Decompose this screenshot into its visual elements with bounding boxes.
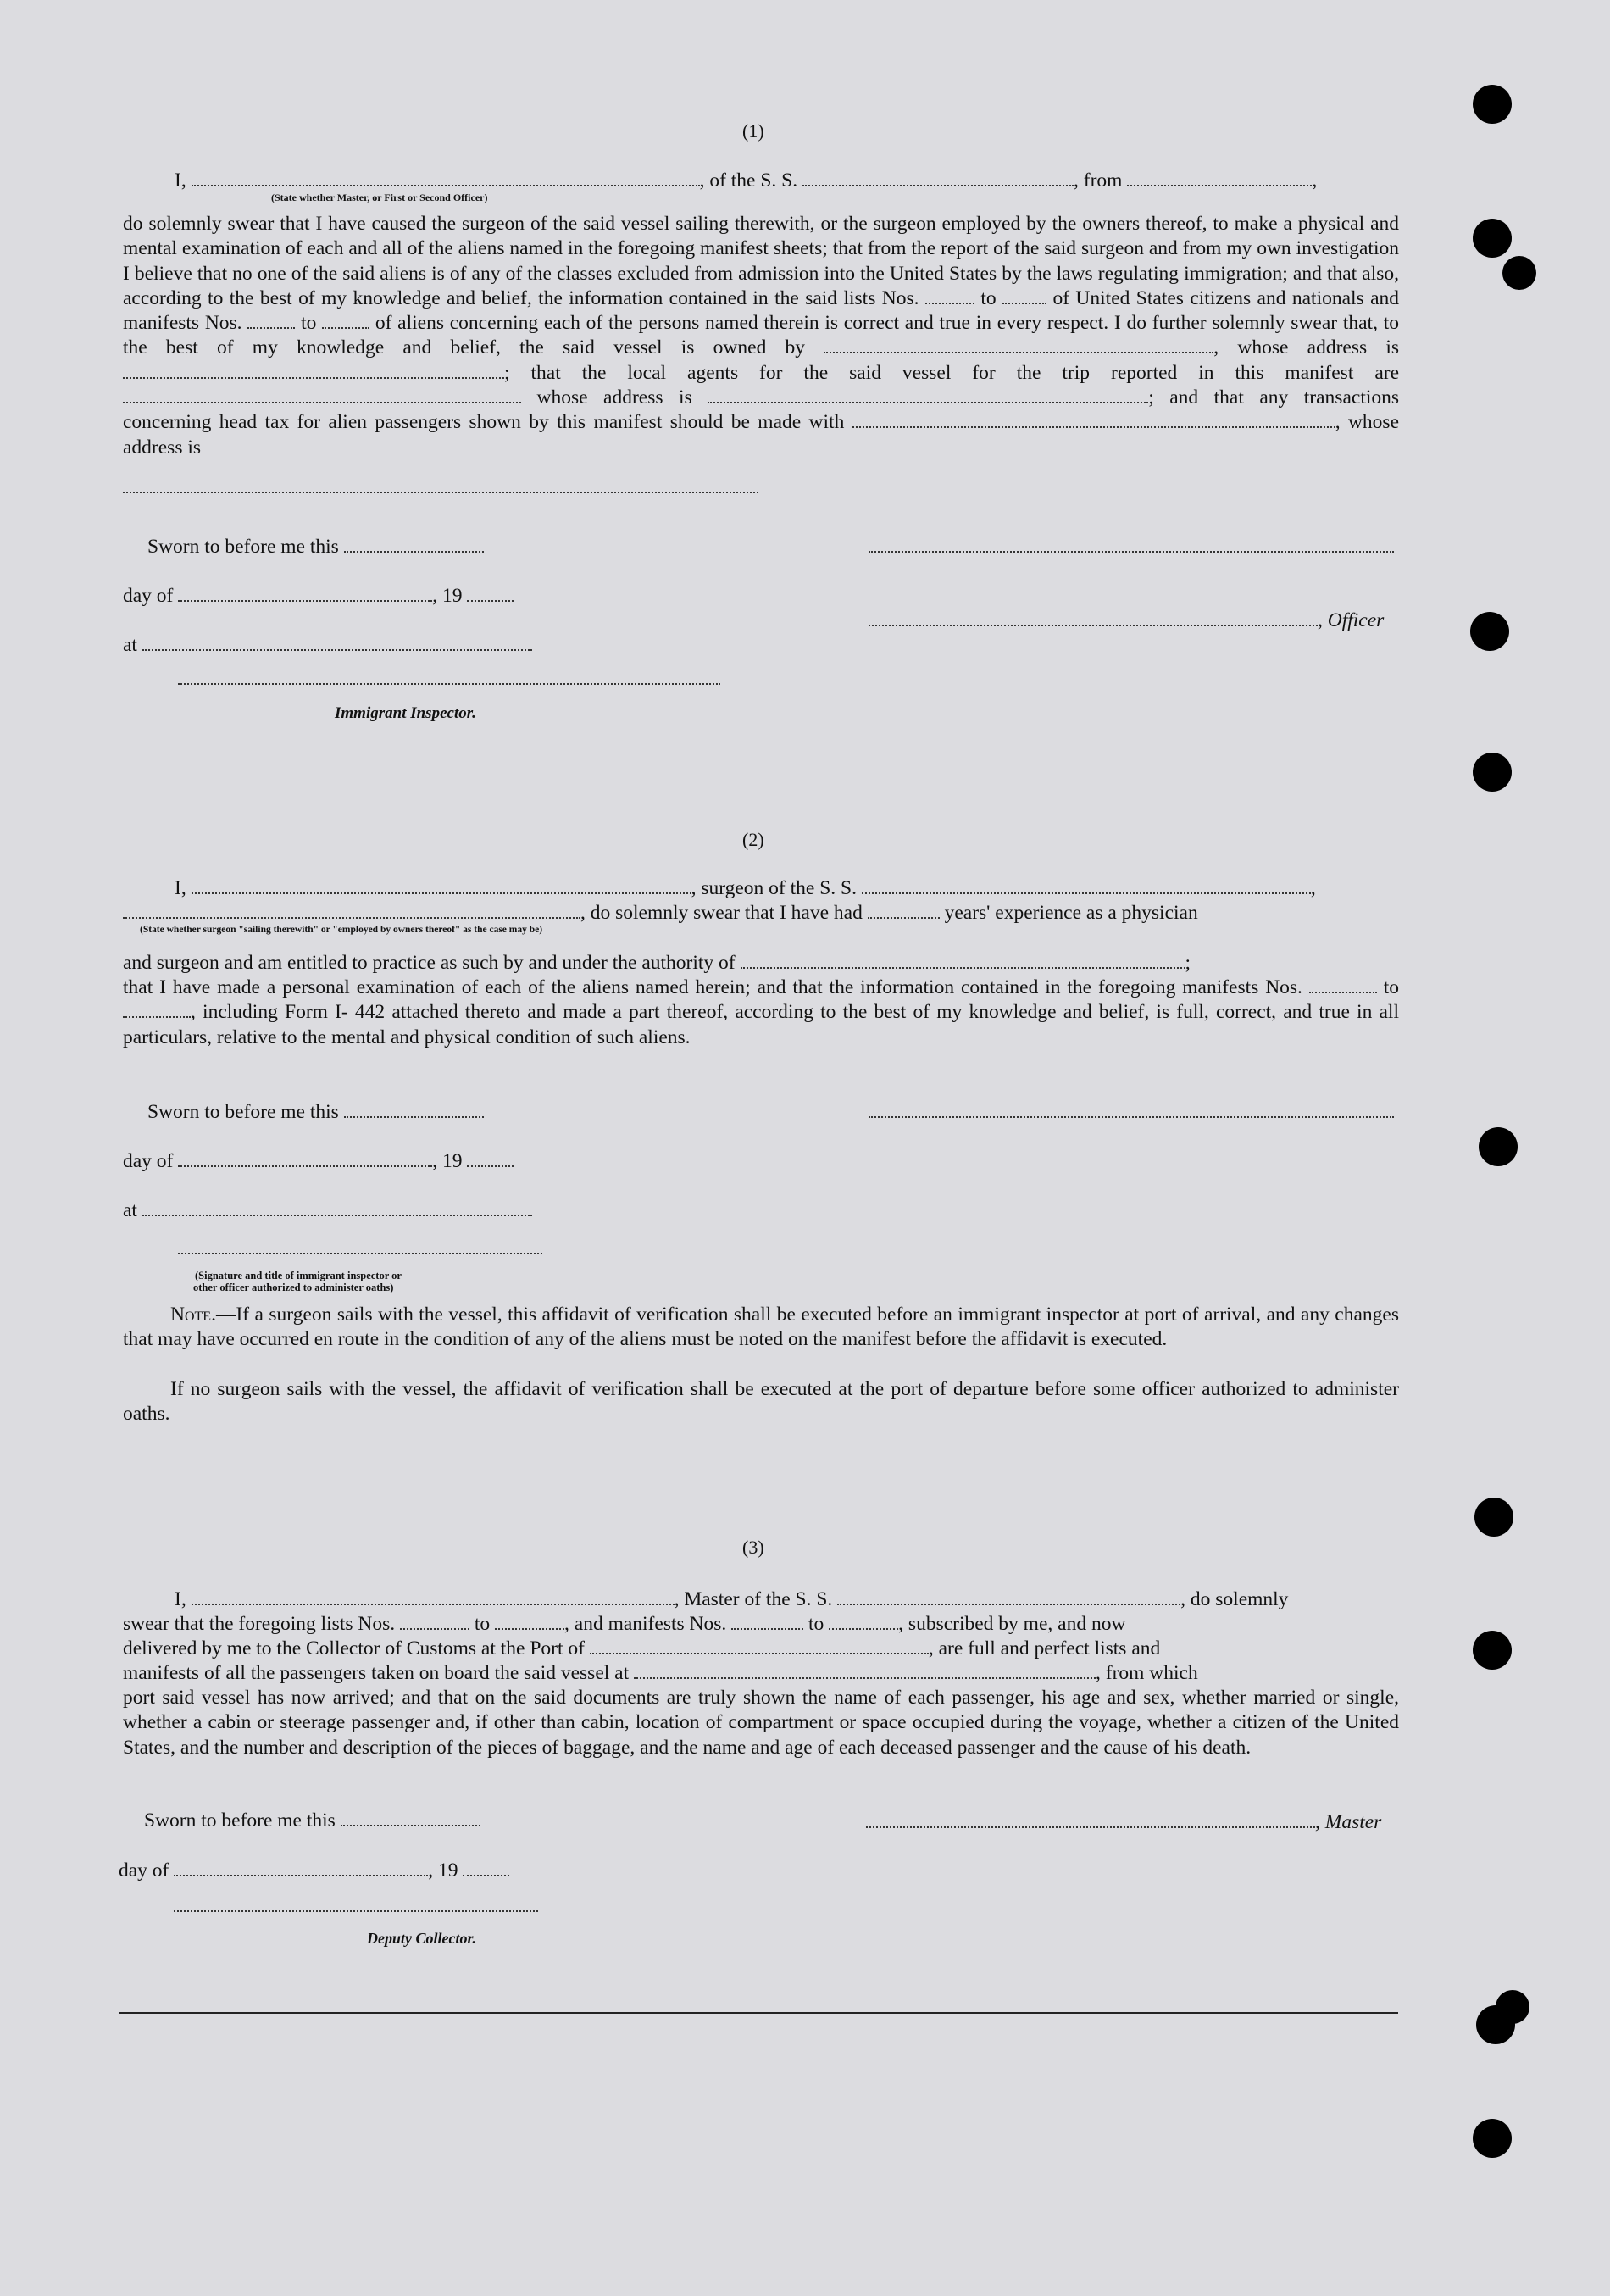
inspector-signature-line	[178, 1253, 542, 1254]
officer-line	[869, 609, 1384, 633]
surgeon-signature-line	[869, 1116, 1394, 1118]
officer-hint: (State whether Master, or First or Second Officer)	[271, 192, 488, 203]
punch-hole	[1473, 2119, 1512, 2158]
deputy-label: Deputy Collector.	[367, 1930, 476, 1947]
text-comma: ,	[1310, 877, 1316, 899]
text-manifests-all: manifests of all the passengers taken on board the said vessel at	[123, 1662, 630, 1684]
text-day-of: day of	[119, 1860, 169, 1882]
text-at: at	[123, 1199, 137, 1221]
text-year: , 19	[432, 1150, 463, 1172]
section-1-body	[123, 212, 1399, 460]
section-3-oath-line	[175, 1587, 1288, 1612]
sworn-line	[147, 535, 484, 559]
text-sworn: Sworn to before me this	[147, 536, 339, 558]
text-to: to	[1383, 976, 1399, 998]
punch-hole	[1474, 1498, 1513, 1537]
text-authority: and surgeon and am entitled to practice as such by and under the authority of	[123, 952, 736, 974]
section-2-body-text-2: , including Form I- 442 attached thereto and made a part thereof, according to the best of my knowledge and belief, is full, correct, and true in all particulars, relative to the mental and physical condition of such aliens.	[123, 1001, 1399, 1048]
text-surgeon-of-ss: , surgeon of the S. S.	[691, 877, 857, 899]
text-officer: , Officer	[1318, 609, 1385, 631]
text-whose-address: , whose address is	[1213, 336, 1400, 359]
text-to: to	[980, 286, 997, 309]
text-from: , from	[1074, 170, 1123, 192]
note-paragraph-2	[123, 1377, 1399, 1427]
surgeon-hint: (State whether surgeon "sailing therewith" or "employed by owners thereof" as the case may be)	[140, 925, 543, 935]
punch-hole	[1473, 85, 1512, 124]
text-to: to	[474, 1613, 491, 1635]
address-line	[123, 492, 758, 493]
text-master-of-ss: , Master of the S. S.	[674, 1588, 833, 1610]
text-day-of: day of	[123, 585, 174, 607]
section-1-oath-line	[175, 169, 1317, 193]
text-from-which: , from which	[1096, 1662, 1198, 1684]
sworn-line	[147, 1100, 484, 1125]
sworn-line	[144, 1809, 480, 1833]
text-sworn: Sworn to before me this	[144, 1810, 336, 1832]
text-master: , Master	[1315, 1811, 1382, 1833]
section-2-oath-line	[175, 876, 1316, 901]
day-of-line	[123, 584, 514, 609]
authority-line	[123, 951, 1191, 976]
section-3-number: (3)	[742, 1537, 764, 1558]
text-i: I,	[175, 170, 186, 192]
text-of-ss: , of the S. S.	[699, 170, 798, 192]
note-label: Note.	[170, 1304, 216, 1326]
text-sworn: Sworn to before me this	[147, 1101, 339, 1123]
text-and-manifests: , and manifests Nos.	[564, 1613, 727, 1635]
punch-hole	[1473, 1631, 1512, 1670]
note-text-2: If no surgeon sails with the vessel, the affidavit of verification shall be executed at the port of departure before some officer authorized to administer oaths.	[123, 1378, 1399, 1426]
punch-hole	[1473, 219, 1512, 258]
text-year: , 19	[432, 585, 463, 607]
day-of-line	[123, 1149, 514, 1174]
section-1-number: (1)	[742, 120, 764, 142]
note-paragraph	[123, 1303, 1399, 1353]
punch-hole	[1473, 753, 1512, 792]
section-1-body-text: do solemnly swear that I have caused the surgeon of the said vessel sailing therewith, or the surgeon employed by the owners thereof, to make a physical and mental examination of each and all of the aliens named in the foregoing manifest sheets; that from the report of the said surgeon and from my own investigation I believe that no one of the said aliens is of any of the classes excluded from admission into the United States by the laws regulating immigration; and that also, according to the best of my knowledge and belief, the information contained in the said lists Nos.	[123, 213, 1399, 309]
punch-hole	[1496, 1990, 1530, 2024]
text-do-solemnly: , do solemnly swear that I have had	[580, 902, 863, 924]
text-to: to	[301, 312, 317, 335]
at-line	[123, 633, 532, 658]
boarded-at-line	[123, 1661, 1198, 1686]
signature-hint-2: other officer authorized to administer oaths)	[193, 1281, 394, 1293]
lists-line	[123, 1612, 1125, 1637]
text-semicolon: ;	[1185, 952, 1191, 974]
signature-hint-1: (Signature and title of immigrant inspector or	[195, 1270, 402, 1281]
text-local-agents: that the local agents for the said vessel for the trip reported in this manifest are	[530, 361, 1400, 384]
text-at: at	[123, 634, 137, 656]
punch-hole	[1502, 256, 1536, 290]
section-2-number: (2)	[742, 829, 764, 850]
section-3-body-text: port said vessel has now arrived; and that on the said documents are truly shown the name of each passenger, his age and sex, whether married or single, whether a cabin or steerage passenger and, if other than cabin, location of compartment or space occupied during the voyage, whether a citizen of the United States, and the number and description of the pieces of baggage, and the name and age of each deceased passenger and the cause of his death.	[123, 1687, 1399, 1759]
text-i: I,	[175, 877, 186, 899]
day-of-line	[119, 1859, 509, 1883]
text-to: to	[808, 1613, 824, 1635]
officer-signature-line	[869, 551, 1394, 553]
text-us-citizens: of United States citizens and nationals and manifests Nos.	[123, 286, 1400, 335]
text-whose-address: , whose address is	[123, 411, 1400, 459]
inspector-signature-line	[178, 683, 720, 685]
text-i: I,	[175, 1588, 186, 1610]
inspector-label: Immigrant Inspector.	[335, 704, 476, 722]
text-day-of: day of	[123, 1150, 174, 1172]
text-subscribed: , subscribed by me, and now	[898, 1613, 1126, 1635]
section-2-experience-line	[123, 901, 1198, 926]
text-of-aliens: of aliens concerning each of the persons named therein is correct and true in every respect. I do further solemnly swear that, to the best of my knowledge and belief, the said vessel is owned by	[123, 312, 1399, 359]
text-full-perfect: , are full and perfect lists and	[928, 1637, 1161, 1659]
punch-hole	[1479, 1127, 1518, 1166]
text-head-tax: ; and that any transactions concerning head tax for alien passengers shown by this manifest should be made with	[123, 386, 1400, 434]
text-years: years' experience as a physician	[944, 902, 1198, 924]
deputy-signature-line	[174, 1910, 538, 1912]
text-year: , 19	[428, 1860, 458, 1882]
text-semicolon: ;	[504, 361, 510, 384]
at-line	[123, 1198, 532, 1223]
section-2-body-text: that I have made a personal examination of each of the aliens named herein; and that the information contained in the foregoing manifests Nos.	[123, 976, 1302, 998]
text-comma: ,	[1312, 170, 1318, 192]
master-line	[866, 1810, 1381, 1835]
text-do-solemnly: , do solemnly	[1180, 1588, 1289, 1610]
section-3-body	[123, 1686, 1399, 1760]
punch-hole	[1470, 612, 1509, 651]
section-2-body	[123, 976, 1399, 1050]
note-text: —If a surgeon sails with the vessel, this affidavit of verification shall be executed before an immigrant inspector at port of arrival, and any changes that may have occurred en route in the condition of any of the aliens must be noted on the manifest before the affidavit is executed.	[123, 1304, 1399, 1351]
port-line	[123, 1637, 1160, 1661]
text-delivered: delivered by me to the Collector of Customs at the Port of	[123, 1637, 585, 1659]
text-swear-lists: swear that the foregoing lists Nos.	[123, 1613, 396, 1635]
bottom-rule	[119, 2012, 1398, 2014]
text-whose-address: whose address is	[536, 386, 692, 409]
